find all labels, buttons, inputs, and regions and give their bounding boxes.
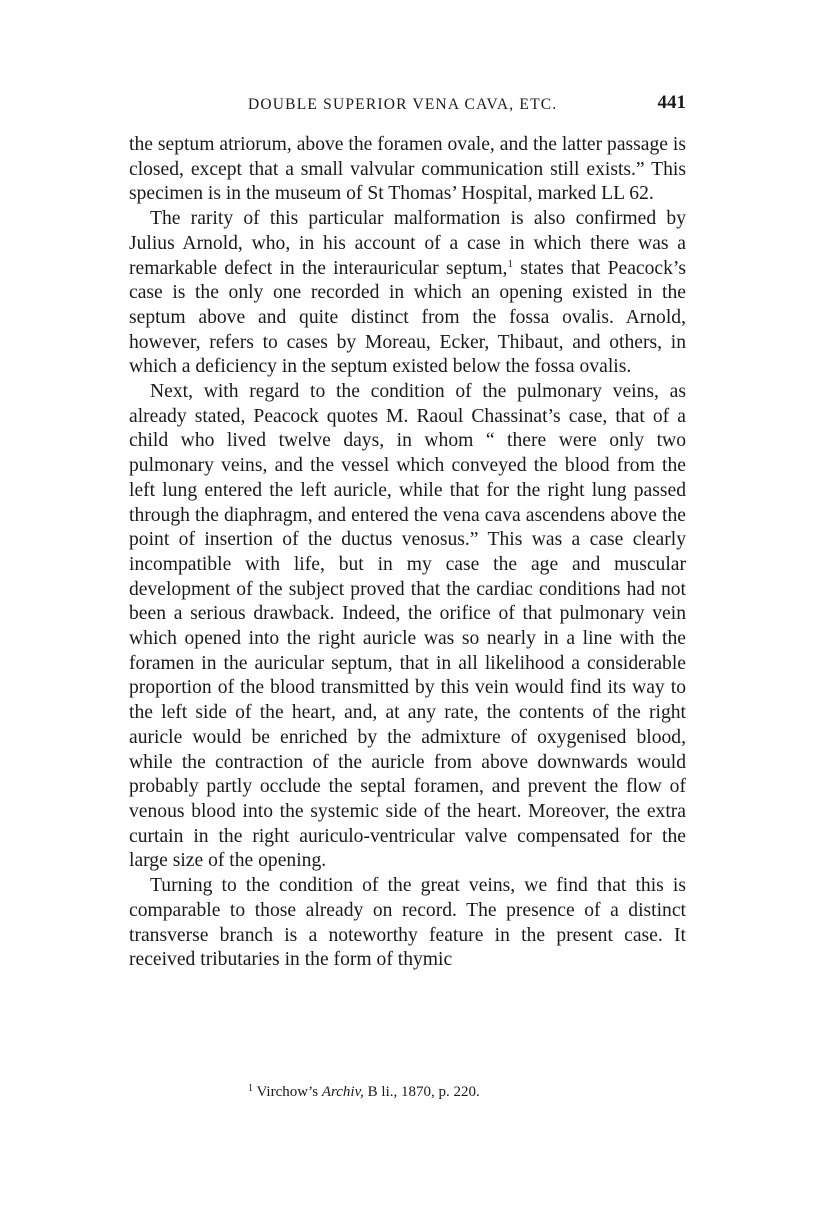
footnote-marker: 1 [248,1083,253,1094]
footnote-details: B li., 1870, p. 220. [367,1084,480,1100]
running-title: DOUBLE SUPERIOR VENA CAVA, ETC. [248,96,558,113]
paragraph-text: The rarity of this particular malformation is also confirmed by Julius Arnold, who, in his account of a case in which there was a remarkable defect in the interauricular septum, [129,208,686,279]
footnote [248,1084,480,1101]
paragraph-continuation: the septum atriorum, above the foramen ovale, and the latter passage is closed, except that a small valvular communication still exists.” This specimen is in the museum of St Thomas’ Hospital, marked LL 62. [129,134,686,205]
footnote-journal: Archiv, [321,1084,364,1100]
paragraph-great-veins: Turning to the condition of the great veins, we find that this is comparable to those already on record. The presence of a distinct transverse branch is a noteworthy feature in the present case. It received tributaries in the form of thymic [129,875,686,971]
running-head [130,92,686,118]
footnote-author: Virchow’s [256,1084,319,1100]
page-number: 441 [657,92,686,113]
paragraph-rarity [129,207,686,380]
body-text [129,133,686,973]
footnote-reference: 1 [507,257,513,270]
paragraph-pulmonary-veins: Next, with regard to the condition of the pulmonary veins, as already stated, Peacock quotes M. Raoul Chassinat’s case, that of a child who lived twelve days, in whom “ there were only two pulmonary veins, and the vessel which conveyed the blood from the left lung entered the left auricle, while that for the right lung passed through the diaphragm, and entered the vena cava ascendens above the point of insertion of the ductus venosus.” This was a case clearly incompatible with life, but in my case the age and muscular development of the subject proved that the cardiac conditions had not been a serious drawback. Indeed, the orifice of that pulmonary vein which opened into the right auricle was so nearly in a line with the foramen in the auricular septum, that in all likelihood a considerable proportion of the blood transmitted by this vein would find its way to the left side of the heart, and, at any rate, the contents of the right auricle would be enriched by the admixture of oxygenised blood, while the contraction of the auricle from above downwards would probably partly occlude the septal foramen, and prevent the flow of venous blood into the systemic side of the heart. Moreover, the extra curtain in the right auriculo-ventricular valve compensated for the large size of the opening. [129,381,686,872]
paragraph-text: states that Peacock’s case is the only one recorded in which an opening existed in the septum above and quite distinct from the fossa ovalis. Arnold, however, refers to cases by Moreau, Ecker, Thibaut, and others, in which a deficiency in the septum existed below the fossa ovalis. [129,257,686,378]
